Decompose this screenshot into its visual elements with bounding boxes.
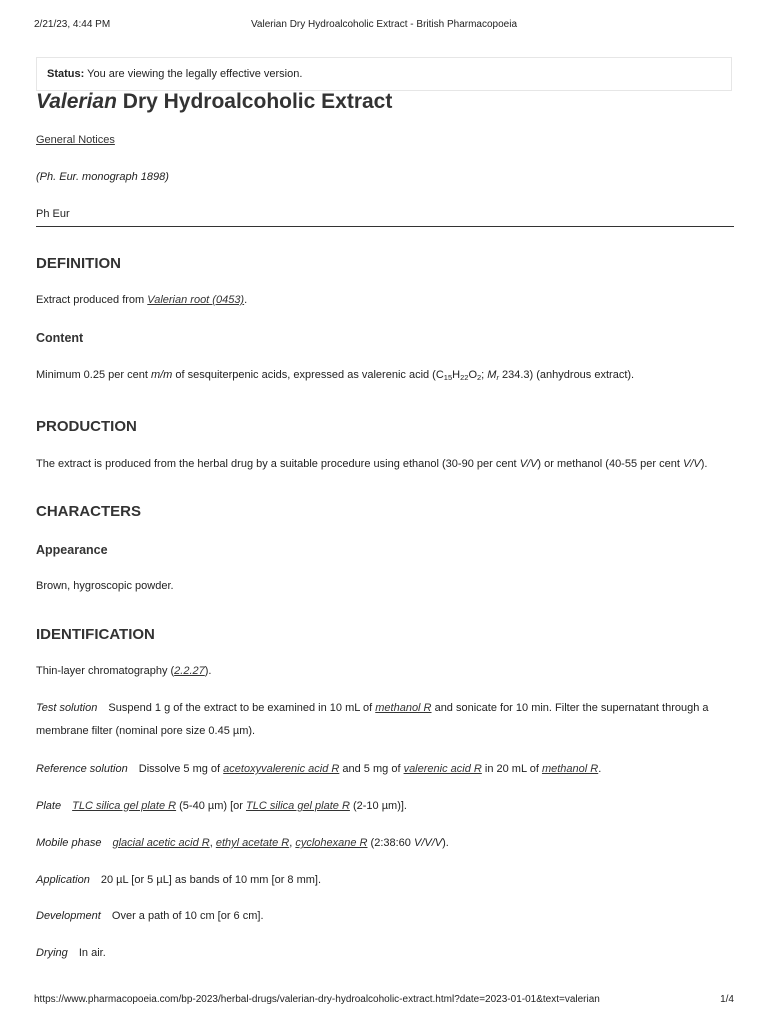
print-footer <box>34 994 734 1008</box>
tlc-silica-plate-link[interactable]: TLC silica gel plate R <box>72 800 177 812</box>
mobile-phase-paragraph: Mobile phase glacial acetic acid R, ethyl acetate R, cyclohexane R (2:38:60 V/V/V). <box>36 837 449 849</box>
page-title <box>36 90 392 114</box>
content-text: Minimum 0.25 per cent m/m of sesquiterpenic acids, expressed as valerenic acid ($C_{15}H_{22}O_2$; $M_r$ 234.3) (anhydrous extract). <box>36 369 635 382</box>
test-solution-paragraph: Test solution Suspend 1 g of the extract to be examined in 10 mL of methanol R and sonicate for 10 min. Filter the supernatant through a membrane filter (nominal pore size 0.45 µm). <box>36 702 709 737</box>
production-heading: PRODUCTION <box>36 418 137 435</box>
general-notices-link[interactable]: General Notices <box>36 134 115 146</box>
glacial-acetic-acid-link[interactable]: glacial acetic acid R <box>112 837 210 849</box>
tlc-silica-plate-link-2[interactable]: TLC silica gel plate R <box>245 800 350 812</box>
status-text: You are viewing the legally effective version. <box>87 68 303 80</box>
valerenic-acid-link[interactable]: valerenic acid R <box>403 763 482 775</box>
appearance-text: Brown, hygroscopic powder. <box>36 580 174 592</box>
identification-intro: Thin-layer chromatography (2.2.27). <box>36 665 212 677</box>
acetoxyvalerenic-acid-link[interactable]: acetoxyvalerenic acid R <box>223 763 340 775</box>
plate-label: Plate <box>36 800 62 812</box>
print-page-title: Valerian Dry Hydroalcoholic Extract - British Pharmacopoeia <box>250 19 518 30</box>
cyclohexane-link[interactable]: cyclohexane R <box>295 837 368 849</box>
drying-paragraph: Drying In air. <box>36 947 106 959</box>
definition-heading: DEFINITION <box>36 255 121 272</box>
method-2-2-27-link[interactable]: 2.2.27 <box>174 665 205 677</box>
production-text: The extract is produced from the herbal drug by a suitable procedure using ethanol (30-90 per cent V/V) or methanol (40-55 per cent V/V). <box>36 458 708 470</box>
plate-paragraph: Plate TLC silica gel plate R (5-40 µm) [or TLC silica gel plate R (2-10 µm)]. <box>36 800 407 812</box>
content-heading: Content <box>36 331 84 345</box>
status-label: Status: <box>47 68 85 80</box>
methanol-r-link[interactable]: methanol R <box>375 702 432 714</box>
appearance-heading: Appearance <box>36 543 108 557</box>
page-number: 1/4 <box>720 994 734 1005</box>
reference-solution-label: Reference solution <box>36 763 128 775</box>
print-url: https://www.pharmacopoeia.com/bp-2023/herbal-drugs/valerian-dry-hydroalcoholic-extract.html?date=2023-01-01&text=valerian <box>34 994 600 1005</box>
print-header <box>34 19 734 33</box>
reference-solution-paragraph: Reference solution Dissolve 5 mg of acetoxyvalerenic acid R and 5 mg of valerenic acid R in 20 mL of methanol R. <box>36 763 602 775</box>
definition-text: Extract produced from Valerian root (0453). <box>36 294 248 306</box>
title-rest: Dry Hydroalcoholic Extract <box>116 90 393 113</box>
application-paragraph: Application 20 µL [or 5 µL] as bands of 10 mm [or 8 mm]. <box>36 874 322 886</box>
valerian-root-link[interactable]: Valerian root (0453) <box>147 294 245 306</box>
identification-heading: IDENTIFICATION <box>36 626 155 643</box>
section-divider <box>36 226 734 227</box>
drying-label: Drying <box>36 947 68 959</box>
ethyl-acetate-link[interactable]: ethyl acetate R <box>215 837 290 849</box>
development-paragraph: Development Over a path of 10 cm [or 6 cm]. <box>36 910 264 922</box>
title-italic: Valerian <box>36 90 117 113</box>
print-date: 2/21/23, 4:44 PM <box>34 19 111 30</box>
application-label: Application <box>36 874 90 886</box>
characters-heading: CHARACTERS <box>36 503 141 520</box>
monograph-reference: (Ph. Eur. monograph 1898) <box>36 171 169 183</box>
development-label: Development <box>36 910 101 922</box>
test-solution-label: Test solution <box>36 702 98 714</box>
ph-eur-marker: Ph Eur <box>36 208 70 220</box>
mobile-phase-label: Mobile phase <box>36 837 102 849</box>
status-banner <box>36 57 732 91</box>
methanol-r-link-2[interactable]: methanol R <box>541 763 599 775</box>
